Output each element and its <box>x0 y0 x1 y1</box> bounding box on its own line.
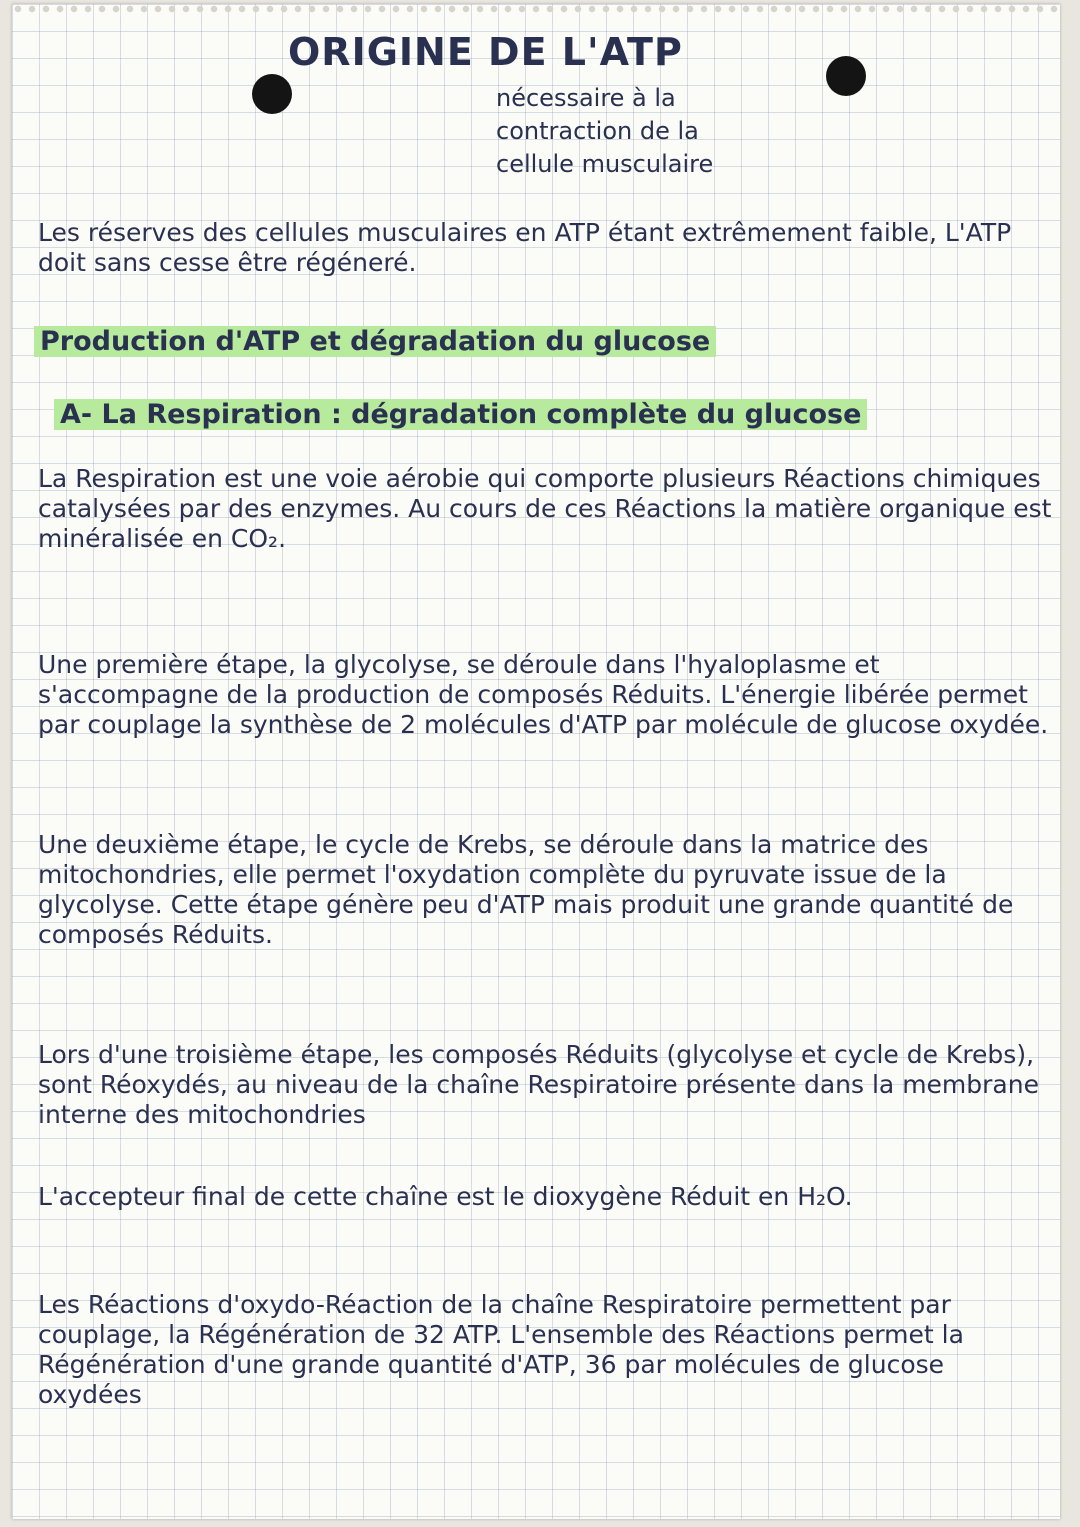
sub-heading-text: A- La Respiration : dégradation complète du glucose <box>54 399 867 430</box>
paragraph-krebs: Une deuxième étape, le cycle de Krebs, se déroule dans la matrice des mitochondries, elle permet l'oxydation complète du pyruvate issue de la glycolyse. Cette étape génère peu d'ATP mais produit une grande quantité de composés Réduits. <box>38 830 1014 949</box>
paragraph-bilan: Les Réactions d'oxydo-Réaction de la chaîne Respiratoire permettent par couplage, la Régénération de 32 ATP. L'ensemble des Réactions permet la Régénération d'une grande quantité d'ATP, 36 par molécules de glucose oxydées <box>38 1290 964 1409</box>
paragraph-accepteur: L'accepteur final de cette chaîne est le dioxygène Réduit en H₂O. <box>38 1182 853 1211</box>
title-note-line: contraction de la <box>496 117 699 145</box>
title-note-line: nécessaire à la <box>496 84 676 112</box>
paragraph-chaine-respiratoire: Lors d'une troisième étape, les composés Réduits (glycolyse et cycle de Krebs), sont Réoxydés, au niveau de la chaîne Respiratoire présente dans la membrane interne des mitochondries <box>38 1040 1039 1129</box>
section-heading <box>34 326 716 357</box>
spiral-perforation <box>12 4 1060 14</box>
section-heading-text: Production d'ATP et dégradation du glucose <box>34 326 716 357</box>
intro-paragraph: Les réserves des cellules musculaires en ATP étant extrêmement faible, L'ATP doit sans cesse être régéneré. <box>38 218 1012 277</box>
punch-hole-left <box>252 74 292 114</box>
paragraph-glycolyse: Une première étape, la glycolyse, se déroule dans l'hyaloplasme et s'accompagne de la production de composés Réduits. L'énergie libérée permet par couplage la synthèse de 2 molécules d'ATP par molécule de glucose oxydée. <box>38 650 1049 739</box>
title-note <box>496 82 856 181</box>
sub-heading <box>54 399 867 430</box>
notebook-page <box>12 4 1060 1519</box>
page-title: ORIGINE DE L'ATP <box>288 30 683 74</box>
title-note-line: cellule musculaire <box>496 150 714 178</box>
paragraph-respiration: La Respiration est une voie aérobie qui comporte plusieurs Réactions chimiques catalysées par des enzymes. Au cours de ces Réactions la matière organique est minéralisée en CO₂. <box>38 464 1052 553</box>
